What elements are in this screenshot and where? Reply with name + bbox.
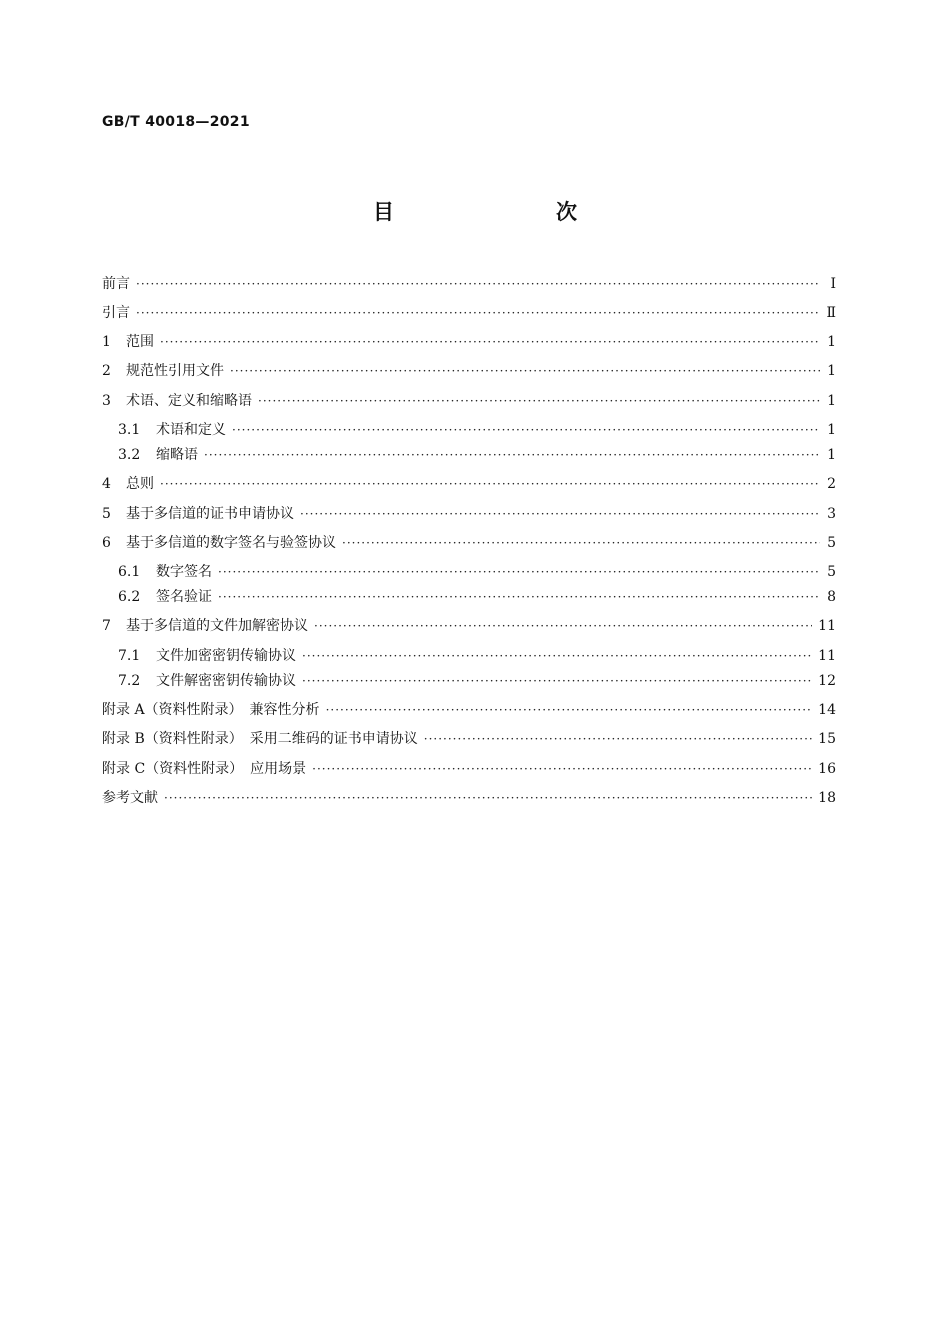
toc-entry-number: 1 xyxy=(102,334,111,350)
toc-entry-appendix-c[interactable] xyxy=(102,759,836,779)
toc-leader xyxy=(204,445,820,465)
toc-entry-label: 参考文献 xyxy=(102,790,158,806)
toc-entry-number: 7.1 xyxy=(118,648,141,664)
toc-entry-page: 5 xyxy=(827,564,836,580)
toc-entry-page: 15 xyxy=(818,731,836,747)
toc-leader xyxy=(230,361,820,381)
toc-entry-page: 12 xyxy=(818,673,836,689)
toc-entry-page: 8 xyxy=(827,589,836,605)
toc-entry-page: 14 xyxy=(818,702,836,718)
toc-entry-7-2[interactable] xyxy=(118,671,836,691)
toc-entry-label: 术语、定义和缩略语 xyxy=(126,393,252,409)
toc-entry-appendix-b[interactable] xyxy=(102,729,836,749)
toc-entry-page: 1 xyxy=(827,422,836,438)
toc-entry-number: 4 xyxy=(102,476,111,492)
toc-entry-number: 7.2 xyxy=(118,673,141,689)
toc-entry-number: 6.2 xyxy=(118,589,141,605)
toc-entry-page: 1 xyxy=(827,334,836,350)
toc-entry-label: 签名验证 xyxy=(156,589,212,605)
toc-entry-label: 范围 xyxy=(126,334,154,350)
toc-entry-label: 文件加密密钥传输协议 xyxy=(156,648,296,664)
toc-entry-label: 附录 A（资料性附录） 兼容性分析 xyxy=(102,702,320,718)
toc-entry-3-2[interactable] xyxy=(118,445,836,465)
toc-entry-page: 1 xyxy=(827,363,836,379)
toc-entry-6-1[interactable] xyxy=(118,562,836,582)
toc-entry-7-1[interactable] xyxy=(118,646,836,666)
toc-entry-page: 18 xyxy=(818,790,836,806)
toc-leader xyxy=(424,729,812,749)
toc-entry-page: 11 xyxy=(818,648,836,664)
toc-entry-number: 6.1 xyxy=(118,564,141,580)
toc-entry-number: 3.2 xyxy=(118,447,141,463)
toc-entry-7[interactable] xyxy=(102,616,836,636)
toc-leader xyxy=(302,671,812,691)
toc-entry-label: 引言 xyxy=(102,305,130,321)
toc-entry-6[interactable] xyxy=(102,533,836,553)
toc-leader xyxy=(136,303,820,323)
toc-leader xyxy=(302,646,812,666)
toc-entry-page: Ⅰ xyxy=(830,276,836,292)
toc-entry-page: 16 xyxy=(818,761,836,777)
toc-entry-label: 附录 C（资料性附录） 应用场景 xyxy=(102,761,307,777)
page-title: 目 次 xyxy=(373,200,617,224)
toc-entry-number: 6 xyxy=(102,535,111,551)
toc-entry-number: 7 xyxy=(102,618,111,634)
toc-entry-number: 2 xyxy=(102,363,111,379)
toc-entry-label: 基于多信道的文件加解密协议 xyxy=(126,618,308,634)
toc-entry-label: 文件解密密钥传输协议 xyxy=(156,673,296,689)
toc-entry-page: 3 xyxy=(827,506,836,522)
toc-entry-label: 附录 B（资料性附录） 采用二维码的证书申请协议 xyxy=(102,731,418,747)
toc-leader xyxy=(160,474,820,494)
toc-entry-label: 前言 xyxy=(102,276,130,292)
toc-leader xyxy=(218,562,820,582)
toc-entry-label: 数字签名 xyxy=(156,564,212,580)
toc-entry-1[interactable] xyxy=(102,332,836,352)
standard-code: GB/T 40018—2021 xyxy=(102,114,250,130)
toc-entry-label: 基于多信道的数字签名与验签协议 xyxy=(126,535,336,551)
toc-leader xyxy=(258,391,820,411)
toc-entry-6-2[interactable] xyxy=(118,587,836,607)
toc-entry-page: 1 xyxy=(827,447,836,463)
toc-leader xyxy=(314,616,812,636)
toc-entry-2[interactable] xyxy=(102,361,836,381)
toc-entry-3[interactable] xyxy=(102,391,836,411)
toc-entry-number: 3.1 xyxy=(118,422,141,438)
toc-leader xyxy=(160,332,820,352)
toc-entry-5[interactable] xyxy=(102,504,836,524)
toc-entry-label: 规范性引用文件 xyxy=(126,363,224,379)
toc-entry-page: Ⅱ xyxy=(826,305,836,321)
toc-entry-page: 5 xyxy=(827,535,836,551)
toc-entry-number: 5 xyxy=(102,506,111,522)
toc-entry-foreword[interactable] xyxy=(102,274,836,294)
toc-entry-page: 2 xyxy=(827,476,836,492)
toc-entry-page: 11 xyxy=(818,618,836,634)
toc-leader xyxy=(300,504,820,524)
toc-leader xyxy=(218,587,820,607)
toc-leader xyxy=(312,759,812,779)
toc-entry-3-1[interactable] xyxy=(118,420,836,440)
toc-entry-page: 1 xyxy=(827,393,836,409)
toc-leader xyxy=(232,420,820,440)
toc-leader xyxy=(326,700,812,720)
toc-entry-label: 缩略语 xyxy=(156,447,198,463)
toc-entry-introduction[interactable] xyxy=(102,303,836,323)
toc-entry-bibliography[interactable] xyxy=(102,788,836,808)
toc-entry-number: 3 xyxy=(102,393,111,409)
toc-leader xyxy=(136,274,820,294)
toc-entry-4[interactable] xyxy=(102,474,836,494)
toc-leader xyxy=(342,533,820,553)
toc-entry-label: 基于多信道的证书申请协议 xyxy=(126,506,294,522)
toc-leader xyxy=(164,788,812,808)
toc-entry-label: 总则 xyxy=(126,476,154,492)
toc-entry-label: 术语和定义 xyxy=(156,422,226,438)
toc-entry-appendix-a[interactable] xyxy=(102,700,836,720)
